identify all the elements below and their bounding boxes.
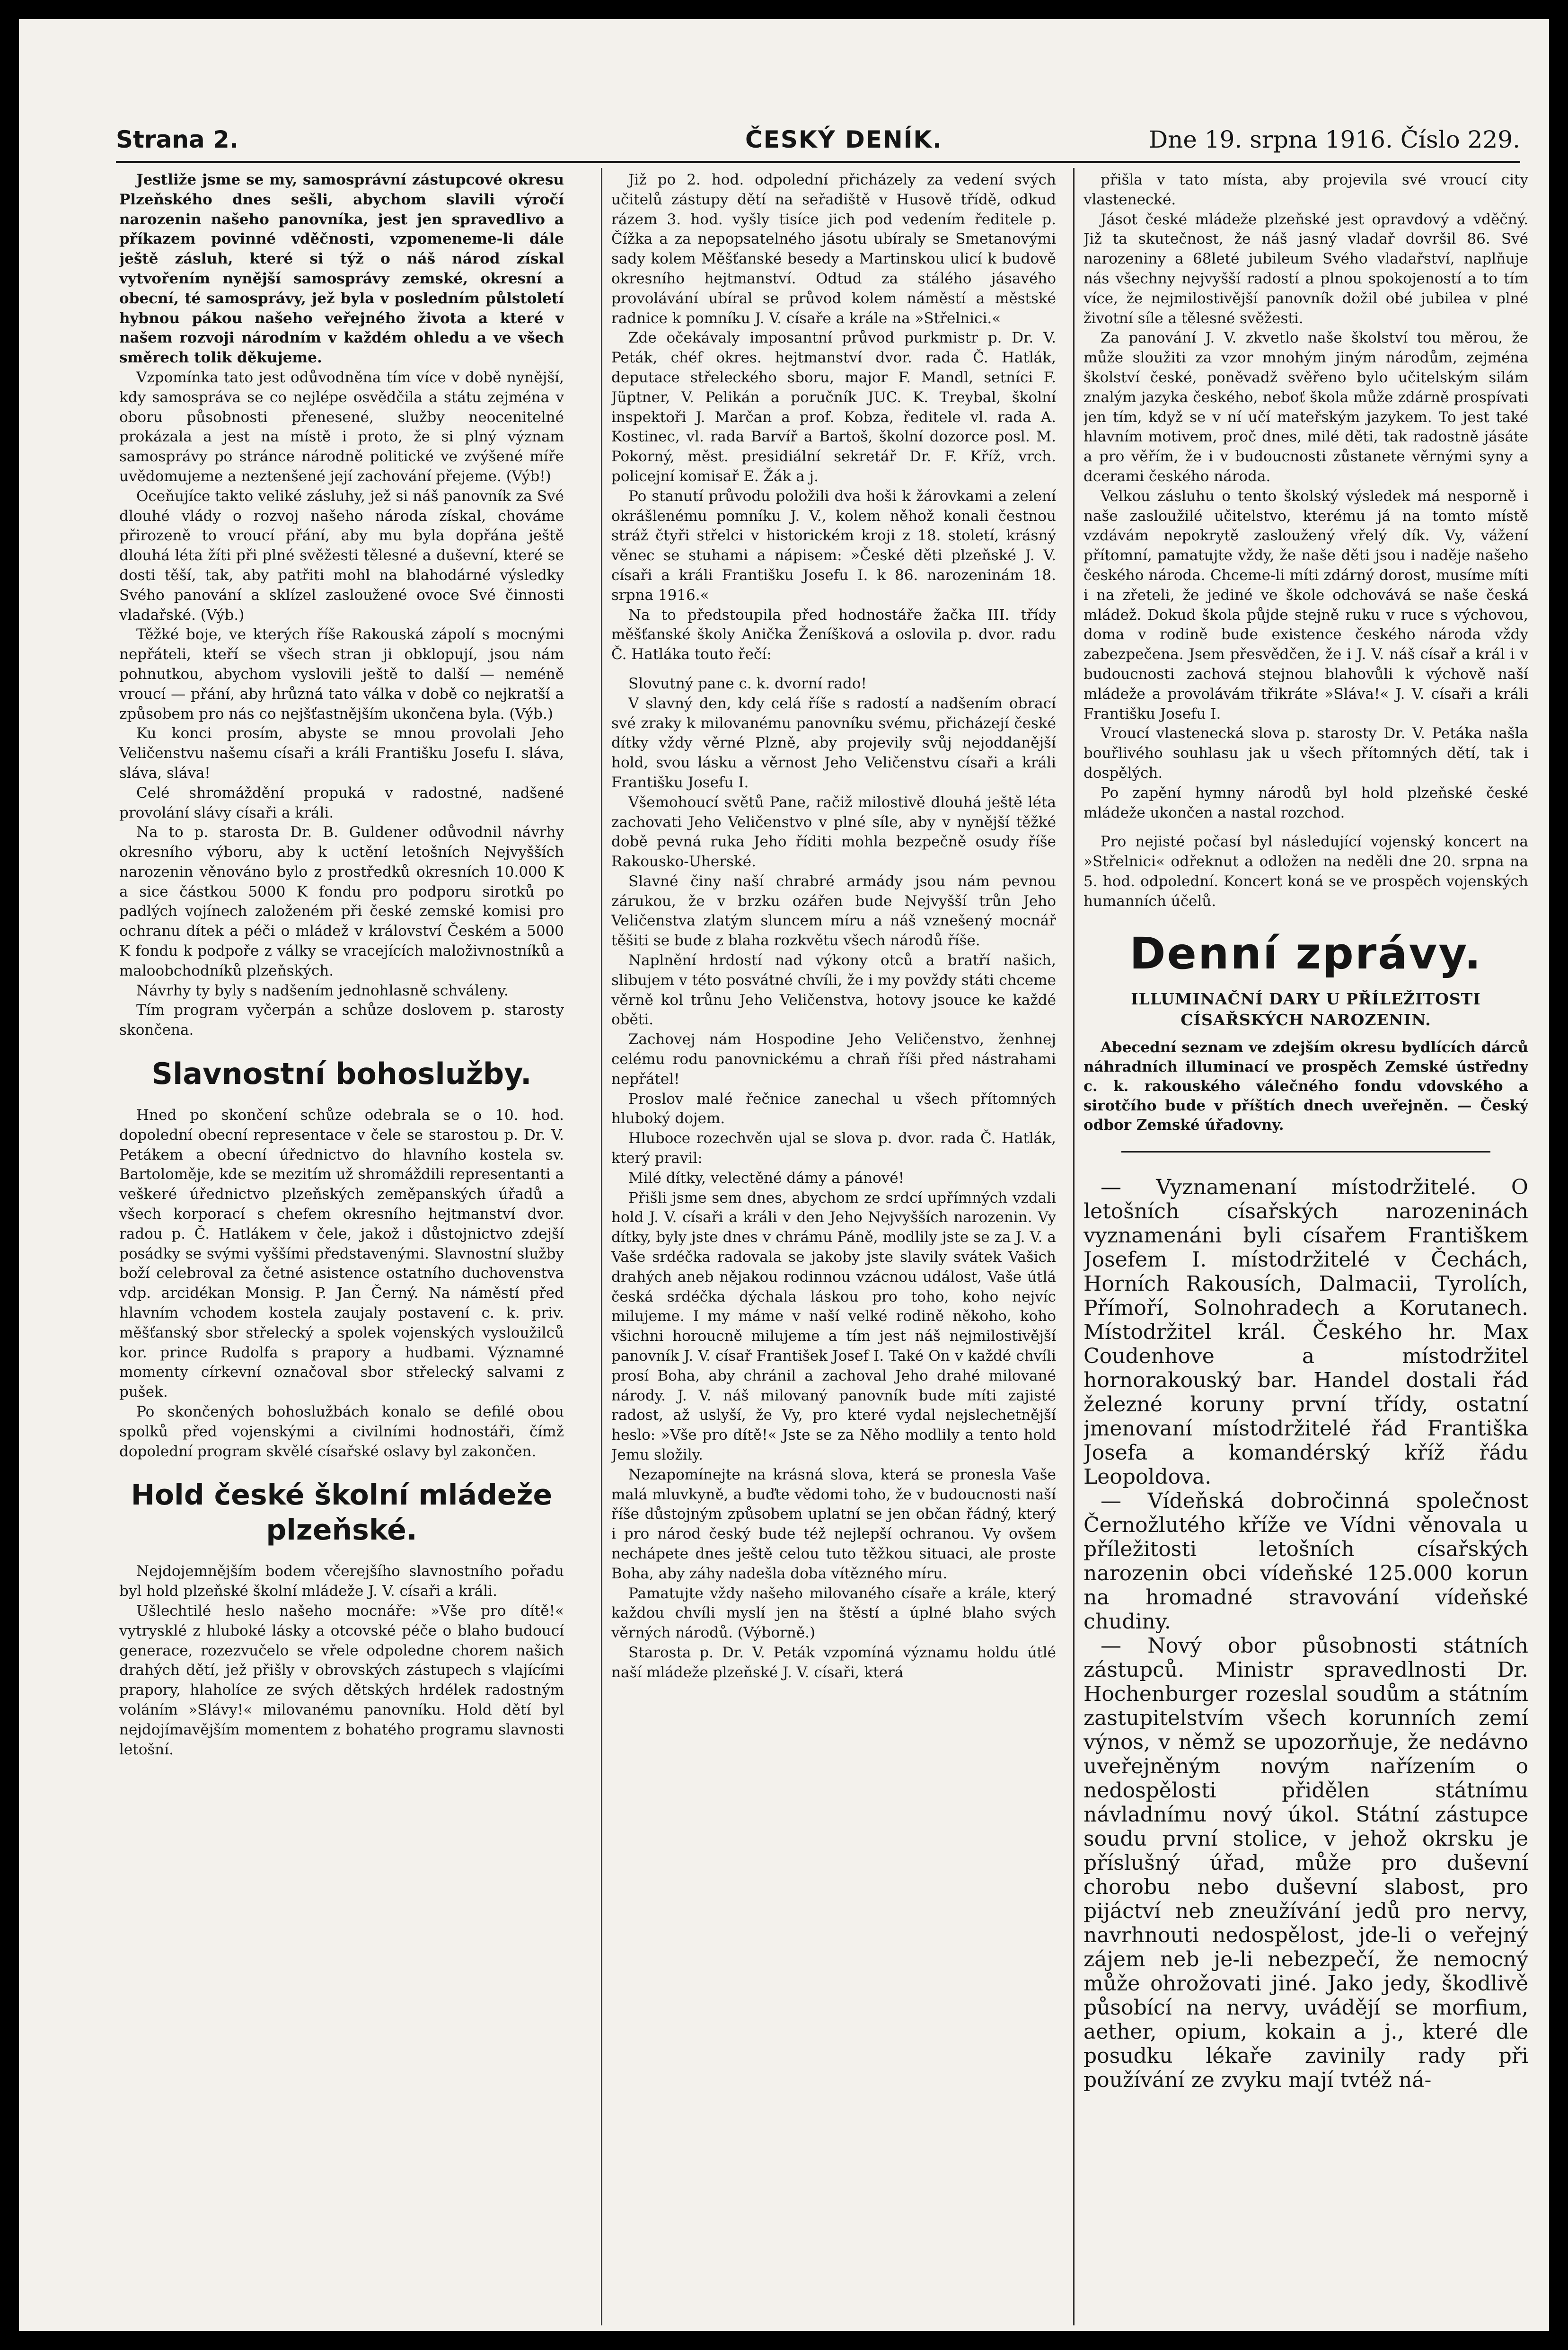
article-paragraph: V slavný den, kdy celá říše s radostí a nadšením obrací své zraky k milovanému panovníku svému, přicházejí české dítky vždy věrné Plzně, aby projevily svůj nejoddanější hold, svou lásku a věrnost Jeho Veličenstvu císaři a králi Františku Josefu I. (611, 695, 1056, 791)
article-paragraph: Těžké boje, ve kterých říše Rakouská zápolí s mocnými nepřáteli, kteří se všech stran ji obklopují, jsou nám pohnutkou, abychom vyslovili ještě to další — neméně vroucí — přání, aby hrůzná tato válka v době co nejkratší a způsobem pro nás co nejšťastnějším ukončena byla. (Výb.) (119, 626, 564, 722)
notice-paragraph: Abecední seznam ve zdejším okresu bydlících dárců náhradních illuminací ve prospěch Zemské ústředny c. k. rakouského válečného fondu vdovského a sirotčího bude v příštích dnech uveřejněn. — Český odbor Zemské úřadovny. (1084, 1039, 1528, 1134)
section-heading-denni-zpravy: Denní zprávy. (1129, 928, 1482, 979)
article-paragraph: Naplnění hrdostí nad výkony otců a bratří našich, slibujem v této posvátné chvíli, že i my povždy státi chceme věrně kol trůnu Jeho Veličenstva, hotovy jsouce ke každé oběti. (611, 952, 1056, 1029)
article-paragraph: Nezapomínejte na krásná slova, která se pronesla Vaše malá mluvkyně, a buďte vědomi toho, že v budoucnosti naší říše důstojným způsobem uplatní se jen občan řádný, který i pro národ český bude též nejlepší ochranou. Vy ovšem nechápete dnes ještě celou tuto těžkou situaci, ale proste Boha, aby záhy nadešla doba vítězného míru. (611, 1466, 1056, 1582)
article-paragraph: Proslov malé řečnice zanechal u všech přítomných hluboký dojem. (611, 1090, 1056, 1127)
newspaper-page (19, 19, 1549, 2331)
article-paragraph: Vroucí vlastenecká slova p. starosty Dr. V. Petáka našla bouřlivého souhlasu jak u všech přítomných dětí, tak i dospělých. (1084, 725, 1528, 782)
article-paragraph: Hluboce rozechvěn ujal se slova p. dvor. rada Č. Hatlák, který pravil: (611, 1130, 1056, 1167)
column-3 (1084, 170, 1528, 2328)
news-items (1084, 1175, 1528, 2092)
section-heading-bohosluzby: Slavnostní bohoslužby. (151, 1056, 532, 1091)
article-paragraph: Starosta p. Dr. V. Peták vzpomíná významu holdu útlé naší mládeže plzeňské J. V. císaři, která (611, 1644, 1056, 1681)
article-paragraph: Vzpomínka tato jest odůvodněna tím více v době nynější, kdy samospráva se co nejlépe osvědčila a státu zejména v oboru působnosti přenesené, služby neocenitelné prokázala a jest na místě i proto, že si plný význam samosprávy po stránce národně politické ve zvýšené míře uvědomujeme a neztenšené její zachování přejeme. (Výb!) (119, 369, 564, 485)
article-paragraph: Pro nejisté počasí byl následující vojenský koncert na »Střelnici« odřeknut a odložen na neděli dne 20. srpna na 5. hod. odpolední. Koncert koná se ve prospěch vojenských humanních účelů. (1084, 833, 1528, 910)
article-paragraph: Slavné činy naší chrabré armády jsou nám pevnou zárukou, že v brzku ozářen bude Nejvyšší trůn Jeho Veličenstva zlatým sluncem míru a náš vznešený mocnář těšiti se bude z blaha rozkvětu všech národů říše. (611, 872, 1056, 950)
article-paragraph: Přišli jsme sem dnes, abychom ze srdcí upřímných vzdali hold J. V. císaři a králi v den Jeho Nejvyšších narozenin. Vy dítky, byly jste dnes v chrámu Páně, modlily jste se za J. V. a Vaše srdéčka radovala se jakoby jste slavily svátek Vašich drahých aneb nějakou rodinnou vzácnou událost, Vaše útlá česká srdéčka dýchala láskou pro toho, koho nejvíc milujeme. I my máme v naší velké rodině někoho, koho všichni horoucně milujeme a tím jest náš nejmilostivější panovník J. V. císař František Josef I. Také On v každé chvíli prosí Boha, aby chránil a zachoval Jeho drahé milované národy. J. V. náš milovaný panovník bude míti zajisté radost, až uslyší, že Vy, pro které vydal nejslechetnější heslo: »Vše pro dítě!« Jste se za Něho modlily a tento hold Jemu složily. (611, 1189, 1056, 1463)
article-paragraph: Ku konci prosím, abyste se mnou provolali Jeho Veličenstvu našemu císaři a králi Františku Josefu I. sláva, sláva, sláva! (119, 725, 564, 782)
newspaper-title: ČESKÝ DENÍK. (745, 126, 943, 153)
article-paragraph: Nejdojemnějším bodem včerejšího slavnostního pořadu byl hold plzeňské školní mládeže J. V. císaři a králi. (119, 1563, 564, 1600)
article-paragraph: Ušlechtilé heslo našeho mocnáře: »Vše pro dítě!« vytrysklé z hluboké lásky a otcovské péče o blaho budoucí generace, rozezvučelo se vřele odpoledne chorem našich drahých dětí, jež přišly v obrovských zástupech s vlajícími prapory, hlaholíce ze svých dětských hrdélek radostným voláním »Slávy!« milovanému panovníku. Hold dětí byl nejdojímavějším momentem z bohatého programu slavnosti letošní. (119, 1602, 564, 1758)
article-paragraph: Hned po skončení schůze odebrala se o 10. hod. dopolední obecní representace v čele se starostou p. Dr. V. Petákem a obecní úřednictvo do hlavního kostela sv. Bartoloměje, kde se mezitím už shromáždili representanti a veškeré úřednictvo plzeňských zeměpanských úřadů a všech korporací s chefem okresního hejtmanství dvor. radou p. Č. Hatlákem v čele, jakož i důstojnictvo zdejší posádky se svými vyššími představenými. Slavnostní služby boží celebroval za četné asistence ostatního duchovenstva vdp. arcidékan Monsig. P. Jan Černý. Na náměstí před hlavním vchodem kostela zaujaly postavení c. k. priv. měšťanský sbor střelecký a spolek vojenských vysloužilců kor. prince Rudolfa s prapory a hudbami. Významné momenty církevní označoval sbor střelecký salvami z pušek. (119, 1107, 564, 1401)
page-number: Strana 2. (116, 126, 238, 153)
column-1 (119, 170, 564, 2328)
column-2 (611, 170, 1056, 2328)
article-paragraph: Celé shromáždění propuká v radostné, nadšené provolání slávy císaři a králi. (119, 784, 564, 821)
speech-salutation: Milé dítky, velectěné dámy a pánové! (628, 1169, 905, 1187)
news-item: — Vídeňská dobročinná společnost Černožlutého kříže ve Vídni věnovala u příležitosti letošních císařských narozenin obci vídeňské 125.000 korun na hromadné stravování vídeňské chudiny. (1084, 1489, 1528, 1634)
column-divider (1073, 168, 1075, 2325)
article-paragraph: Tím program vyčerpán a schůze doslovem p. starosty skončena. (119, 1002, 564, 1039)
article-paragraph: Po skončených bohoslužbách konalo se defilé obou spolků před vojenskými a civilními hodnostáři, čímž dopolední program skvělé císařské oslavy byl zakončen. (119, 1403, 564, 1460)
issue-date: Dne 19. srpna 1916. Číslo 229. (1149, 126, 1520, 153)
section-heading-hold: Hold české školní mládeže plzeňské. (131, 1479, 553, 1547)
section-separator (1121, 1151, 1490, 1153)
news-item: — Vyznamenaní místodržitelé. O letošních císařských narozeninách vyznamenáni byli císařem Františkem Josefem I. místodržitelé v Čechách, Horních Rakousích, Dalmacii, Tyrolích, Přímoří, Solnohradech a Korutanech. Místodržitel král. Českého hr. Max Coudenhove a místodržitel hornorakouský bar. Handel dostali řád železné koruny první třídy, ostatní jmenovaní místodržitelé řád Františka Josefa a komandérský kříž řádu Leopoldova. (1084, 1175, 1528, 1489)
column-divider (601, 168, 602, 2325)
article-paragraph: Zachovej nám Hospodine Jeho Veličenstvo, ženhnej celému rodu panovnickému a chraň říši před nástrahami nepřátel! (611, 1031, 1056, 1088)
article-paragraph: Za panování J. V. zkvetlo naše školství tou měrou, že může sloužiti za vzor mnohým jiným národům, zejména školství české, poněvadž svěřeno bylo učitelským silám znalým jazyka českého, neboť škola může zdárně prospívati jen tím, když se v ní učí mateřským jazykem. To jest také hlavním motivem, proč dnes, milé děti, tak radostně jásáte a pro věřím, že i v budoucnosti zůstanete věrnými syny a dcerami českého národa. (1084, 329, 1528, 485)
article-paragraph: Pamatujte vždy našeho milovaného císaře a krále, který každou chvíli myslí jen na štěstí a úplné blaho svých věrných národů. (Výborně.) (611, 1584, 1056, 1642)
news-item: — Nový obor působnosti státních zástupců. Ministr spravedlnosti Dr. Hochenburger rozeslal soudům a státním zastupitelstvím všech korunních zemí výnos, v němž se upozorňuje, že nedávno uveřejněným novým nařízením o nedospělosti přidělen státnímu návladnímu nový úkol. Státní zástupce soudu první stolice, v jehož okrsku je příslušný úřad, může pro duševní chorobu nebo duševní slabost, pro pijáctví neb zneužívání jedů pro nervy, navrhnouti nedospělost, jde-li o veřejný zájem neb je-li nebezpečí, že nemocný může ohrožovati jiné. Jako jedy, škodlivě působící na nervy, uvádějí se morfium, aether, opium, kokain a j., které dle posudku lékaře zavinily rady při používání ze zvyku mají tvtéž ná- (1084, 1634, 1528, 2093)
article-paragraph: Zde očekávaly imposantní průvod purkmistr p. Dr. V. Peták, chéf okres. hejtmanství dvor. rada Č. Hatlák, deputace střeleckého sboru, major F. Mandl, setníci F. Jüptner, V. Pelikán a poručník JUC. K. Treybal, školní inspektoři J. Marčan a prof. Kobza, ředitele vl. rada A. Kostinec, vl. rada Barvíř a Bartoš, školní dozorce posl. M. Pokorný, měst. presidiální sekretář Dr. F. Kříž, vrch. policejní komisař E. Žák a j. (611, 329, 1056, 485)
article-paragraph: Oceňujíce takto veliké zásluhy, jež si náš panovník za Své dlouhé vlády o rozvoj našeho národa získal, chováme přirozeně to vroucí přání, aby mu byla dopřána ještě dlouhá léta žíti při plné svěžesti tělesné a duševní, které se dosti těší, tak, aby patřiti mohl na blahodárné výsledky Svého panování a sklízel zasloužené ovoce Své činnosti vladařské. (Výb.) (119, 487, 564, 624)
subheading-illuminacni-dary: ILLUMINAČNÍ DARY U PŘÍLEŽITOSTI CÍSAŘSKÝCH NAROZENIN. (1131, 990, 1481, 1030)
masthead (116, 123, 1520, 156)
article-paragraph: Velkou zásluhu o tento školský výsledek má nesporně i naše zasloužilé učitelstvo, kterému já na tomto místě vzdávám nepokrytě zasloužený vřelý dík. Vy, vážení přítomní, pamatujte vždy, že naše děti jsou i naděje našeho českého národa. Chceme-li míti zdárný dorost, musíme míti i na zřeteli, že jediné ve škole odchovává se naše česká mládež. Dokud škola půjde stejně ruku v ruce s výchovou, doma v rodině bude existence českého národa vždy zabezpečena. Jsem přesvědčen, že i J. V. náš císař a král i v budoucnosti zachová stejnou blahovůli k výchově naší mládeže a provolávám třikráte »Sláva!« J. V. císaři a králi Františku Josefu I. (1084, 487, 1528, 722)
article-paragraph: Všemohoucí světů Pane, račiž milostivě dlouhá ještě léta zachovati Jeho Veličenstvo v plné síle, aby v nynější těžké době pevná ruka Jeho říditi mohla bezpečně osudy říše Rakousko-Uherské. (611, 793, 1056, 871)
article-paragraph: Jásot české mládeže plzeňské jest opravdový a vděčný. Již ta skutečnost, že náš jasný vladař dovršil 86. Své narozeniny a 68leté jubileum Svého vladařství, naplňuje nás všechny nejvyšší radostí a plnou spokojeností a to tím více, že nejmilostivější panovník dožil obé jubilea v plné životní síle a tělesné svěžesti. (1084, 211, 1528, 327)
article-paragraph: přišla v tato místa, aby projevila své vroucí city vlastenecké. (1084, 171, 1528, 208)
masthead-rule (116, 161, 1520, 163)
article-paragraph: Na to p. starosta Dr. B. Guldener odůvodnil návrhy okresního výboru, aby k uctění letošních Nejvyšších narozenin věnováno bylo z prostředků okresních 10.000 K a sice částkou 5000 K fondu pro podporu sirotků po padlých vojínech založeném při české zemské komisi pro ochranu dítek a péči o mládež v království Českém a 5000 K fondu k podpoře z války se vracejících maloživnostníků a maloobchodníků plzeňských. (119, 824, 564, 979)
article-paragraph: Návrhy ty byly s nadšením jednohlasně schváleny. (136, 982, 509, 999)
article-paragraph: Po zapění hymny národů byl hold plzeňské české mládeže ukončen a nastal rozchod. (1084, 784, 1528, 821)
speech-salutation: Slovutný pane c. k. dvorní rado! (628, 675, 867, 692)
article-paragraph: Po stanutí průvodu položili dva hoši k žárovkami a zelení okrášlenému pomníku J. V., kolem něhož konali čestnou stráž čtyři střelci v historickém kroji z 18. století, krásný věnec se stuhami a nápisem: »České děti plzeňské J. V. císaři a králi Františku Josefu I. k 86. narozeninám 18. srpna 1916.« (611, 487, 1056, 604)
article-paragraph: Jestliže jsme se my, samosprávní zástupcové okresu Plzeňského dnes sešli, abychom slavili výročí narozenin našeho panovníka, jest jen spravedlivo a příkazem povinné vděčnosti, vzpomeneme-li dále ještě zásluh, které si týž o náš národ získal vytvořením nynější samosprávy zemské, okresní a obecní, té samosprávy, jež byla v posledním půlstoletí hybnou pákou našeho veřejného života a které v našem rozvoji národním v každém ohledu a ve všech směrech tolik děkujeme. (119, 171, 564, 367)
article-paragraph: Již po 2. hod. odpolední přicházely za vedení svých učitelů zástupy dětí na seřadiště v Husově třídě, odkud rázem 3. hod. vyšly tisíce jich pod vedením ředitele p. Čížka a za nepopsatelného jásotu ubíraly se Smetanovými sady kolem Měšťanské besedy a Martinskou ulicí k budově okresního hejtmanství. Odtud za stálého jásavého provolávání ubíral se průvod kolem náměstí a městské radnice k pomníku J. V. císaře a krále na »Střelnici.« (611, 171, 1056, 327)
article-paragraph: Na to předstoupila před hodnostáře žačka III. třídy měšťanské školy Anička Ženíšková a oslovila p. dvor. radu Č. Hatláka touto řečí: (611, 606, 1056, 663)
